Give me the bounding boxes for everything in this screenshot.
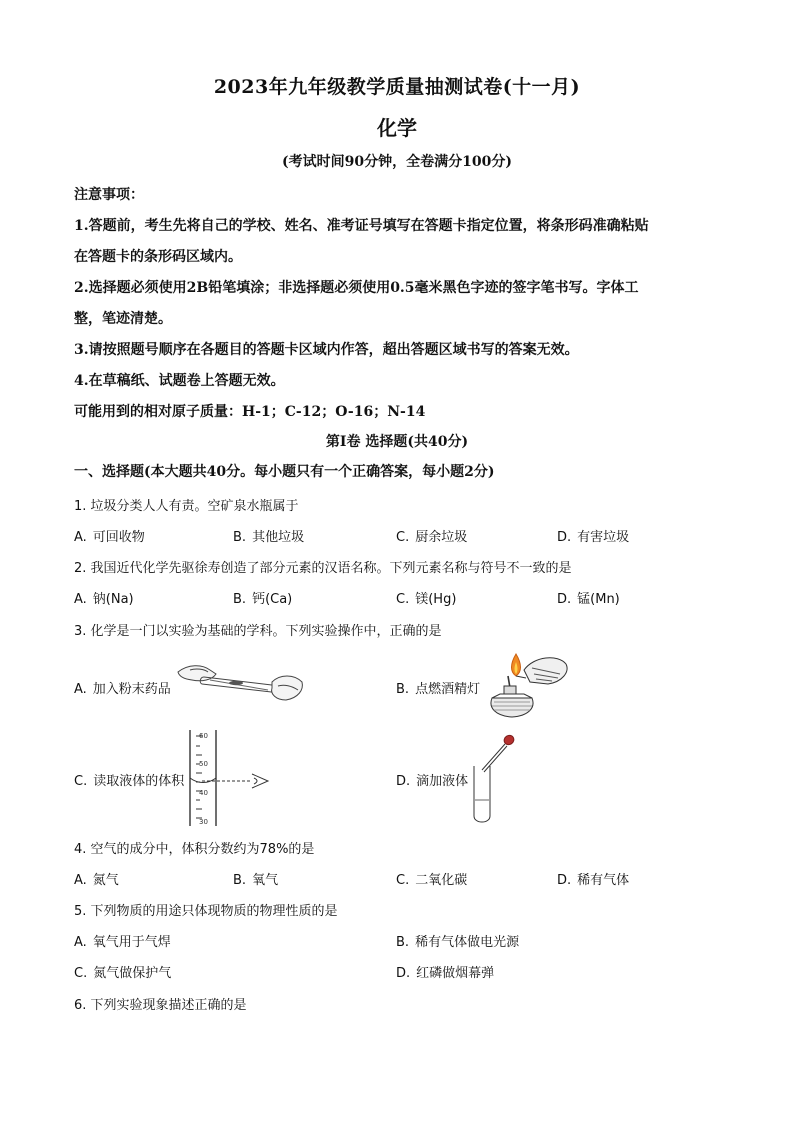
- option-text: 滴加液体: [416, 774, 469, 789]
- option-letter: A.: [74, 530, 87, 545]
- option-d: [557, 869, 629, 888]
- alcohol-lamp-figure: [486, 650, 570, 720]
- exam-title: 2023年九年级教学质量抽测试卷(十一月): [213, 76, 581, 98]
- option-d: [557, 588, 620, 607]
- exam-time-info: (考试时间90分钟，全卷满分100分): [282, 154, 512, 170]
- option-letter: D.: [557, 530, 572, 545]
- question-stem: 3. 化学是一门以实验为基础的学科。下列实验操作中，正确的是: [74, 624, 442, 639]
- question-stem: 1. 垃圾分类人人有责。空矿泉水瓶属于: [74, 499, 299, 514]
- option-a: [74, 526, 145, 545]
- option-d: [396, 962, 494, 981]
- question-stem: 5. 下列物质的用途只体现物质的物理性质的是: [74, 904, 338, 919]
- notes-line: 2.选择题必须使用2B铅笔填涂；非选择题必须使用0.5毫米黑色字迹的签字笔书写。字体工: [74, 280, 639, 296]
- option-text: 锰(Mn): [577, 592, 620, 607]
- option-c: [396, 526, 467, 545]
- option-text: 可回收物: [92, 530, 145, 545]
- option-d: [396, 770, 468, 789]
- cylinder-tick-label: 60: [199, 732, 208, 740]
- option-letter: B.: [396, 682, 410, 697]
- option-letter: C.: [396, 873, 410, 888]
- option-text: 氮气做保护气: [93, 966, 172, 981]
- option-b: [233, 588, 292, 607]
- option-letter: D.: [396, 774, 411, 789]
- option-c: [74, 962, 171, 981]
- option-text: 红磷做烟幕弹: [416, 966, 495, 981]
- subject-title: 化学: [377, 116, 417, 140]
- option-c: [74, 770, 184, 789]
- option-letter: C.: [74, 774, 88, 789]
- option-text: 钠(Na): [92, 592, 134, 607]
- option-letter: C.: [396, 530, 410, 545]
- option-b: [396, 678, 480, 697]
- option-a: [74, 931, 171, 950]
- cylinder-tick-label: 50: [199, 760, 208, 768]
- option-letter: A.: [74, 592, 87, 607]
- option-letter: B.: [233, 592, 247, 607]
- option-text: 读取液体的体积: [93, 774, 185, 789]
- option-a: [74, 588, 134, 607]
- cylinder-tick-label: 30: [199, 818, 208, 826]
- option-a: [74, 678, 171, 697]
- option-letter: A.: [74, 873, 87, 888]
- option-text: 加入粉末药品: [92, 682, 171, 697]
- option-text: 稀有气体: [577, 873, 630, 888]
- option-text: 二氧化碳: [415, 873, 468, 888]
- option-letter: D.: [557, 873, 572, 888]
- option-letter: B.: [396, 935, 410, 950]
- option-c: [396, 588, 456, 607]
- option-text: 其他垃圾: [252, 530, 305, 545]
- option-text: 点燃酒精灯: [415, 682, 481, 697]
- notes-line: 4.在草稿纸、试题卷上答题无效。: [74, 373, 285, 389]
- option-letter: C.: [396, 592, 410, 607]
- option-b: [233, 526, 304, 545]
- option-text: 氮气: [92, 873, 119, 888]
- section-heading: 第Ⅰ卷 选择题(共40分): [325, 434, 469, 450]
- option-c: [396, 869, 467, 888]
- powder-adding-figure: [176, 660, 306, 706]
- option-text: 钙(Ca): [252, 592, 293, 607]
- option-letter: C.: [74, 966, 88, 981]
- question-stem: 2. 我国近代化学先驱徐寿创造了部分元素的汉语名称。下列元素名称与符号不一致的是: [74, 561, 572, 576]
- option-text: 有害垃圾: [577, 530, 630, 545]
- notes-line: 3.请按照题号顺序在各题目的答题卡区域内作答，超出答题区域书写的答案无效。: [74, 342, 579, 358]
- part-heading: 一、选择题(本大题共40分。每小题只有一个正确答案，每小题2分): [74, 464, 495, 480]
- option-d: [557, 526, 629, 545]
- question-stem: 4. 空气的成分中，体积分数约为78%的是: [74, 842, 315, 857]
- option-a: [74, 869, 119, 888]
- option-letter: B.: [233, 873, 247, 888]
- option-letter: A.: [74, 682, 87, 697]
- option-text: 厨余垃圾: [415, 530, 468, 545]
- option-letter: D.: [557, 592, 572, 607]
- option-text: 氧气用于气焊: [92, 935, 171, 950]
- notes-line: 在答题卡的条形码区域内。: [74, 249, 242, 265]
- notes-line: 1.答题前，考生先将自己的学校、姓名、准考证号填写在答题卡指定位置，将条形码准确粘贴: [74, 218, 649, 234]
- atomic-mass-line: 可能用到的相对原子质量：H-1；C-12；O-16；N-14: [74, 404, 426, 420]
- option-letter: D.: [396, 966, 411, 981]
- option-text: 氧气: [252, 873, 279, 888]
- option-b: [233, 869, 278, 888]
- cylinder-tick-label: 40: [199, 789, 208, 797]
- graduated-cylinder-figure: [188, 728, 278, 828]
- option-b: [396, 931, 519, 950]
- notes-line: 整，笔迹清楚。: [74, 311, 172, 327]
- option-text: 稀有气体做电光源: [415, 935, 520, 950]
- option-text: 镁(Hg): [415, 592, 457, 607]
- question-stem: 6. 下列实验现象描述正确的是: [74, 998, 247, 1013]
- option-letter: A.: [74, 935, 87, 950]
- dropper-test-tube-figure: [470, 730, 520, 826]
- notes-block: [74, 180, 734, 428]
- notes-heading: 注意事项：: [74, 187, 144, 203]
- option-letter: B.: [233, 530, 247, 545]
